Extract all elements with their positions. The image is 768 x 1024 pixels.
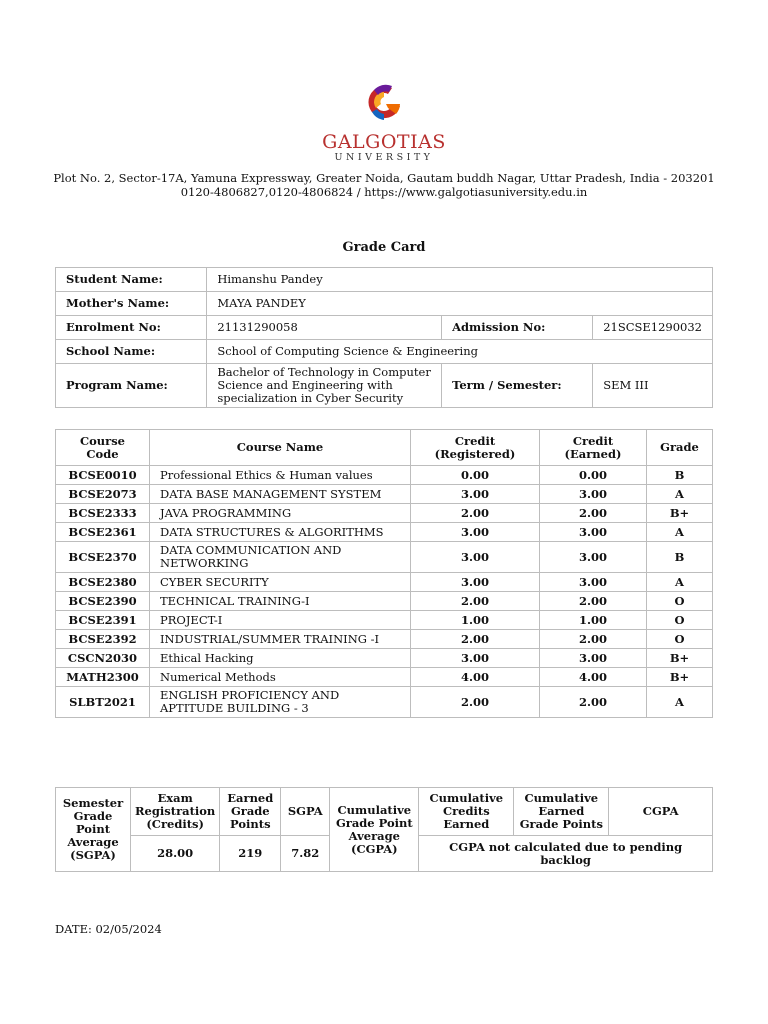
course-row (56, 649, 713, 668)
credit-registered: 3.00 (411, 485, 540, 504)
course-row (56, 485, 713, 504)
course-name: Numerical Methods (150, 668, 411, 687)
credit-registered: 3.00 (411, 649, 540, 668)
credit-earned: 3.00 (540, 523, 647, 542)
course-row (56, 542, 713, 573)
grade: O (647, 592, 713, 611)
grade: B+ (647, 649, 713, 668)
course-code: BCSE2073 (56, 485, 150, 504)
course-name: CYBER SECURITY (150, 573, 411, 592)
course-code: SLBT2021 (56, 687, 150, 718)
credit-earned: 2.00 (540, 687, 647, 718)
earned-grade-points-label: Earned Grade Points (220, 788, 281, 836)
col-course-name: Course Name (150, 430, 411, 466)
address-block (0, 171, 768, 199)
course-name: DATA BASE MANAGEMENT SYSTEM (150, 485, 411, 504)
course-name: TECHNICAL TRAINING-I (150, 592, 411, 611)
credit-earned: 3.00 (540, 485, 647, 504)
course-row (56, 611, 713, 630)
course-code: BCSE2370 (56, 542, 150, 573)
admission-label: Admission No: (442, 316, 593, 340)
course-name: DATA STRUCTURES & ALGORITHMS (150, 523, 411, 542)
course-row (56, 573, 713, 592)
credit-earned: 2.00 (540, 504, 647, 523)
student-name-label: Student Name: (56, 268, 207, 292)
credit-earned: 0.00 (540, 466, 647, 485)
grade: B (647, 466, 713, 485)
course-name: JAVA PROGRAMMING (150, 504, 411, 523)
course-name: PROJECT-I (150, 611, 411, 630)
contact-line: 0120-4806827,0120-4806824 / https://www.galgotiasuniversity.edu.in (180, 185, 588, 199)
col-credit-earned: Credit (Earned) (540, 430, 647, 466)
admission-value: 21SCSE1290032 (593, 316, 713, 340)
grade: A (647, 573, 713, 592)
course-code: BCSE0010 (56, 466, 150, 485)
term-label: Term / Semester: (442, 364, 593, 408)
grade: A (647, 687, 713, 718)
grade: A (647, 485, 713, 504)
page-title: Grade Card (342, 240, 426, 255)
address-line: Plot No. 2, Sector-17A, Yamuna Expressway, Greater Noida, Gautam buddh Nagar, Uttar Pradesh, India - 203201 (53, 171, 715, 185)
course-code: MATH2300 (56, 668, 150, 687)
sgpa-column-label: SGPA (281, 788, 330, 836)
course-row (56, 504, 713, 523)
credit-registered: 3.00 (411, 542, 540, 573)
course-row (56, 523, 713, 542)
course-row (56, 630, 713, 649)
grade: B+ (647, 504, 713, 523)
grade: O (647, 611, 713, 630)
sgpa-label: Semester Grade Point Average (SGPA) (56, 788, 131, 872)
credit-registered: 1.00 (411, 611, 540, 630)
courses-body (56, 466, 713, 718)
course-code: CSCN2030 (56, 649, 150, 668)
grade: B+ (647, 668, 713, 687)
term-value: SEM III (593, 364, 713, 408)
grade: B (647, 542, 713, 573)
cumulative-grade-points-label: Cumulative Earned Grade Points (514, 788, 609, 836)
mother-name-label: Mother's Name: (56, 292, 207, 316)
student-info-table (55, 267, 713, 408)
course-code: BCSE2380 (56, 573, 150, 592)
exam-registration-value: 28.00 (131, 836, 220, 872)
brand-subtitle: UNIVERSITY (334, 152, 434, 163)
exam-registration-label: Exam Registration (Credits) (131, 788, 220, 836)
earned-grade-points-value: 219 (220, 836, 281, 872)
col-grade: Grade (647, 430, 713, 466)
credit-registered: 2.00 (411, 504, 540, 523)
course-row (56, 687, 713, 718)
credit-earned: 3.00 (540, 573, 647, 592)
brand-block (0, 132, 768, 164)
enrolment-value: 21131290058 (207, 316, 442, 340)
col-course-code: Course Code (56, 430, 150, 466)
course-row (56, 668, 713, 687)
course-row (56, 592, 713, 611)
summary-table (55, 787, 713, 872)
program-name-value: Bachelor of Technology in Computer Science and Engineering with specialization in Cyber Security (207, 364, 442, 408)
course-name: Ethical Hacking (150, 649, 411, 668)
brand-name: GALGOTIAS (322, 131, 446, 153)
student-name-value: Himanshu Pandey (207, 268, 713, 292)
courses-table (55, 429, 713, 718)
credit-registered: 0.00 (411, 466, 540, 485)
grade: A (647, 523, 713, 542)
credit-earned: 1.00 (540, 611, 647, 630)
credit-earned: 3.00 (540, 649, 647, 668)
grade: O (647, 630, 713, 649)
course-code: BCSE2392 (56, 630, 150, 649)
course-code: BCSE2391 (56, 611, 150, 630)
cgpa-note: CGPA not calculated due to pending backlog (419, 836, 713, 872)
credit-registered: 2.00 (411, 687, 540, 718)
school-name-value: School of Computing Science & Engineering (207, 340, 713, 364)
credit-earned: 2.00 (540, 592, 647, 611)
credit-earned: 3.00 (540, 542, 647, 573)
issue-date: DATE: 02/05/2024 (55, 922, 162, 936)
course-name: DATA COMMUNICATION AND NETWORKING (150, 542, 411, 573)
credit-registered: 4.00 (411, 668, 540, 687)
credit-registered: 3.00 (411, 573, 540, 592)
program-name-label: Program Name: (56, 364, 207, 408)
cumulative-credits-label: Cumulative Credits Earned (419, 788, 514, 836)
logo-mark-icon (362, 80, 406, 124)
col-credit-registered: Credit (Registered) (411, 430, 540, 466)
credit-registered: 2.00 (411, 592, 540, 611)
mother-name-value: MAYA PANDEY (207, 292, 713, 316)
credit-earned: 4.00 (540, 668, 647, 687)
course-code: BCSE2333 (56, 504, 150, 523)
course-row (56, 466, 713, 485)
credit-earned: 2.00 (540, 630, 647, 649)
school-name-label: School Name: (56, 340, 207, 364)
sgpa-value: 7.82 (281, 836, 330, 872)
credit-registered: 2.00 (411, 630, 540, 649)
university-logo (0, 80, 768, 124)
course-code: BCSE2361 (56, 523, 150, 542)
cgpa-column-label: CGPA (609, 788, 713, 836)
credit-registered: 3.00 (411, 523, 540, 542)
course-name: INDUSTRIAL/SUMMER TRAINING -I (150, 630, 411, 649)
course-code: BCSE2390 (56, 592, 150, 611)
course-name: Professional Ethics & Human values (150, 466, 411, 485)
enrolment-label: Enrolment No: (56, 316, 207, 340)
cgpa-label: Cumulative Grade Point Average (CGPA) (330, 788, 419, 872)
course-name: ENGLISH PROFICIENCY AND APTITUDE BUILDING - 3 (150, 687, 411, 718)
